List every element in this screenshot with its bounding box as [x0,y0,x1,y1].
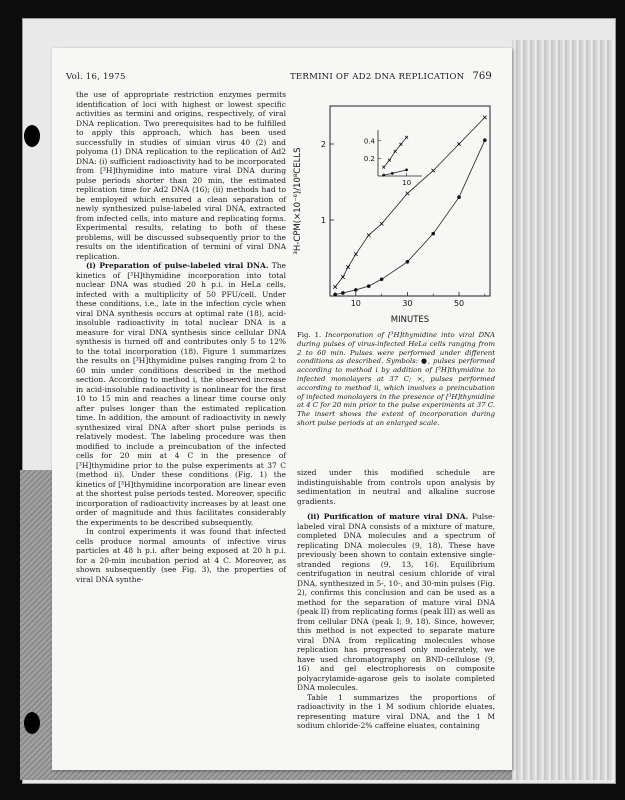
inset-y-tick-label: 0.2 [363,154,375,163]
series-2-point [354,252,358,256]
journal-page [52,48,512,770]
section-heading-ii: (ii) Purification of mature viral DNA. [307,512,469,521]
series-1-point [483,138,487,142]
series-1-point [333,293,337,297]
x-tick-label: 50 [453,299,465,308]
figure-1-chart [290,96,502,328]
series-2-point [431,169,435,173]
series-2-point [380,222,384,226]
left-paragraph-1: the use of appropriate restriction enzymes permits identification of loci with highest or lowest specific activities as termini and origins, respectively, of viral DNA replication. Two prerequisites had to be fulfilled to apply this approach, which has been used successfully in studies of simian virus 40 (2) and polyoma (1) DNA replication to the replication of Ad2 DNA: (i) sufficient radioactivity had to be incorporated from [³H]thymidine into mature viral DNA during pulse periods shorter than 20 min, the estimated replication time for Ad2 DNA (16); (ii) methods had to be employed which ensured a clean separation of newly synthesized pulse-labeled viral DNA, extracted from infected cells, into mature and replicating forms. Experimental results, relating to both of these problems, will be discussed subsequently prior to the results on the identification of termini of viral DNA replication. [76,90,286,261]
inset-series-1-line [384,170,407,175]
series-2-point [333,285,337,289]
series-1-line [335,140,485,294]
series-1-point [431,232,435,236]
series-2-line [335,117,485,286]
series-2-point [346,265,350,269]
inset-series-1-point [382,174,385,177]
series-1-point [457,195,461,199]
figure-1-caption [297,331,495,428]
left-column [76,90,286,584]
figure-1 [290,96,502,328]
y-tick-label: 1 [320,216,326,225]
x-tick-label: 30 [402,299,413,308]
figure-caption-text: Incorporation of [³H]thymidine into viral DNA during pulses of virus-infected HeLa cells ranging from 2 to 60 min. Pulses were performed under different conditions as described. Symbols: ●, pulses performed according to method i by addition of [³H]thymidine to infected monolayers at 37 C; ×, pulses performed according to method ii, which involves a preincubation of infected monolayers in the presence of [³H]thymidine at 4 C for 20 min prior to the pulse experiments at 37 C. The insert shows the extent of incorporation during short pulse periods at an enlarged scale. [297,331,495,427]
scan-edge-strip [512,40,612,780]
left-paragraph-3: In control experiments it was found that infected cells produce normal amounts of infective virus particles at 48 h p.i. after being exposed at 20 h p.i. for a 20-min incubation period at 4 C. Moreover, as shown subsequently (see Fig. 3), the properties of viral DNA synthe- [76,527,286,584]
inset-series-2-point [382,166,385,169]
inset-series-1-point [405,168,408,171]
right-paragraph-2-body: Pulse-labeled viral DNA consists of a mixture of mature, completed DNA molecules and a spectrum of replicating DNA molecules (9, 18). These have previously been shown to contain extensive single-stranded regions (9, 13, 16). Equilibrium centrifugation in neutral cesium chloride of viral DNA, synthesized in 5-, 10-, and 30-min pulses (Fig. 2), confirms this conclusion and can be used as a method for the separation of mature viral DNA (peak II) from replicating forms (peak III) as well as from cellular DNA (peak I; 9, 18). Since, however, this method is not expected to separate mature viral DNA from replicating molecules whose replication has progressed only moderately, we have used chromatography on BND-cellulose (9, 16) and gel electrophoresis on composite polyacrylamide-agarose gels to isolate completed DNA molecules. [297,512,495,692]
right-paragraph-1: sized under this modified schedule are indistinguishable from controls upon analysis by sedimentation in neutral and alkaline sucrose gradients. [297,468,495,506]
inset-x-tick-label: 10 [402,179,412,187]
figure-label: Fig. 1. [297,331,322,339]
inset-y-tick-label: 0.4 [363,137,375,146]
inset-series-2-point [394,150,397,153]
right-paragraph-3: Table 1 summarizes the proportions of radioactivity in the 1 M sodium chloride eluates, representing mature viral DNA, and the 1 M sodium chloride-2% caffeine eluates, containing [297,692,495,730]
inset-series-2-point [399,143,402,146]
right-paragraph-2 [297,512,495,693]
series-1-point [406,260,410,264]
volume-label: Vol. 16, 1975 [66,72,126,82]
series-2-point [457,142,461,146]
inset-series-2-point [405,136,408,139]
y-axis-label: ³H-CPM(×10⁻⁶)/10⁸CELLS [293,147,303,255]
punch-hole-top [24,125,40,147]
inset-series-1-point [391,172,394,175]
series-1-point [367,284,371,288]
inset-series-2-point [388,159,391,162]
left-paragraph-2-body: The kinetics of [³H]thymidine incorporation into total nuclear DNA was studied 20 h p.i. in HeLa cells, infected with a multiplicity of 50 PFU/cell. Under these conditions, i.e., late in the infection cycle when viral DNA synthesis occurs at optimal rate (18), acid-insoluble radioactivity in total nuclear DNA is a measure for viral DNA synthesis since cellular DNA synthesis is turned off and contributes only 5 to 12% to the total incorporation (18). Figure 1 summarizes the results on [³H]thymidine pulses ranging from 2 to 60 min under conditions described in the method section. According to method i, the observed increase in acid-insoluble radioactivity is nonlinear for the first 10 to 15 min and reaches a linear time course only after pulses longer than the estimated replication time. In addition, the amount of radioactivity in newly synthesized viral DNA after short pulse periods is relatively modest. The labeling procedure was then modified to include a preincubation of the infected cells for 20 min at 4 C in the presence of [³H]thymidine prior to the pulse experiments at 37 C (method ii). Under these conditions (Fig. 1) the kinetics of [³H]thymidine incorporation are linear even at the shortest pulse periods tested. Moreover, specific incorporation of radioactivity increases by at least one order of magnitude and thus facilitates considerably the experiments to be described subsequently. [76,261,286,527]
series-1-point [341,291,345,295]
y-tick-label: 2 [320,140,326,149]
left-paragraph-2 [76,261,286,527]
series-1-point [380,277,384,281]
x-tick-label: 10 [350,299,361,308]
right-column [297,468,495,731]
series-2-point [406,192,410,196]
inset-series-2-line [384,137,407,167]
punch-hole-bottom [24,712,40,734]
series-1-point [354,288,358,292]
page-number: 769 [472,71,492,82]
section-heading-i: (i) Preparation of pulse-labeled viral DNA. [86,261,269,270]
series-2-point [341,275,345,279]
plot-frame [330,106,490,296]
page-header [62,72,502,86]
x-axis-label: MINUTES [390,315,430,325]
running-title: TERMINI OF AD2 DNA REPLICATION [290,72,465,82]
series-2-point [483,116,487,120]
series-2-point [367,233,371,237]
